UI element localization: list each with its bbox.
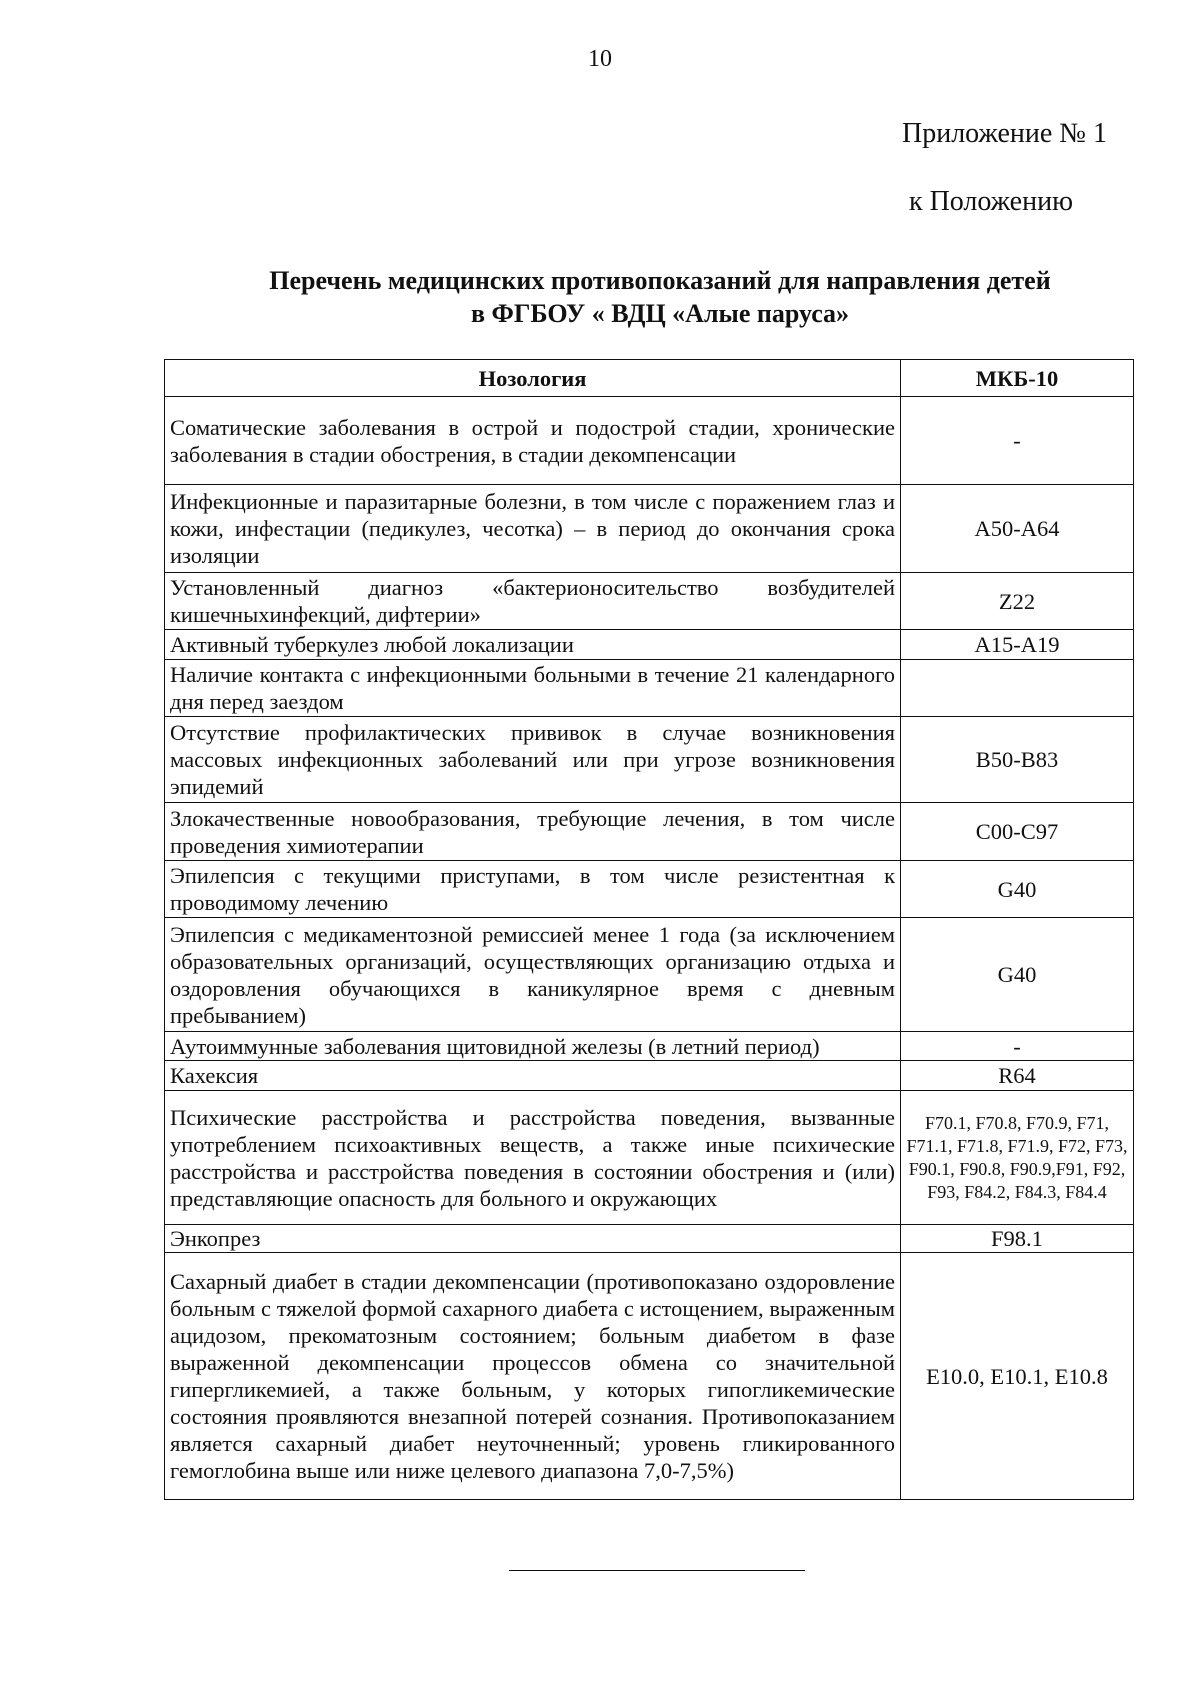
- header-nozology: Нозология: [165, 360, 901, 397]
- table-row: [165, 573, 1134, 630]
- table-row: [165, 1225, 1134, 1253]
- icd10-cell: [901, 660, 1134, 717]
- table-row: [165, 861, 1134, 918]
- icd10-cell: G40: [901, 861, 1134, 918]
- page-number: 10: [588, 46, 612, 72]
- icd10-cell: F70.1, F70.8, F70.9, F71, F71.1, F71.8, F71.9, F72, F73, F90.1, F90.8, F90.9,F91, F92, F93, F84.2, F84.3, F84.4: [901, 1091, 1134, 1225]
- nozology-cell: Эпилепсия с текущими приступами, в том числе резистентная к проводимому лечению: [165, 861, 901, 918]
- table-row: [165, 630, 1134, 660]
- nozology-cell: Активный туберкулез любой локализации: [165, 630, 901, 660]
- icd10-cell: F98.1: [901, 1225, 1134, 1253]
- table-row: [165, 660, 1134, 717]
- table-row: [165, 918, 1134, 1032]
- table-row: [165, 1091, 1134, 1225]
- contraindications-table: [164, 359, 1134, 1500]
- appendix-reference: к Положению: [908, 186, 1073, 217]
- nozology-cell: Сахарный диабет в стадии декомпенсации (противопоказано оздоровление больным с тяжелой формой сахарного диабета с истощением, выраженным ацидозом, прекоматозным состоянием; больным диабетом в фазе выраженной декомпенсации процессов обмена со значительной гипергликемией, а также больным, у которых гипогликемические состояния проявляются внезапной потерей сознания. Противопоказанием является сахарный диабет неуточненный; уровень гликированного гемоглобина выше или ниже целевого диапазона 7,0-7,5%): [165, 1253, 901, 1500]
- icd10-cell: -: [901, 397, 1134, 485]
- icd10-cell: R64: [901, 1061, 1134, 1091]
- document-title: [200, 264, 1120, 330]
- table-row: [165, 397, 1134, 485]
- icd10-cell: С00-С97: [901, 803, 1134, 861]
- nozology-cell: Соматические заболевания в острой и подострой стадии, хронические заболевания в стадии обострения, в стадии декомпенсации: [165, 397, 901, 485]
- header-icd10: МКБ-10: [901, 360, 1134, 397]
- nozology-cell: Инфекционные и паразитарные болезни, в том числе с поражением глаз и кожи, инфестации (педикулез, чесотка) – в период до окончания срока изоляции: [165, 485, 901, 573]
- icd10-cell: -: [901, 1032, 1134, 1061]
- document-title-line-1: Перечень медицинских противопоказаний для направления детей: [269, 266, 1051, 295]
- nozology-cell: Отсутствие профилактических прививок в случае возникновения массовых инфекционных заболеваний или при угрозе возникновения эпидемий: [165, 717, 901, 803]
- nozology-cell: Установленный диагноз «бактерионосительство возбудителей кишечныхинфекций, дифтерии»: [165, 573, 901, 630]
- icd10-cell: А15-А19: [901, 630, 1134, 660]
- table-header-row: [165, 360, 1134, 397]
- nozology-cell: Эпилепсия с медикаментозной ремиссией менее 1 года (за исключением образовательных организаций, осуществляющих организацию отдыха и оздоровления обучающихся в каникулярное время с дневным пребыванием): [165, 918, 901, 1032]
- table-row: [165, 485, 1134, 573]
- table-row: [165, 717, 1134, 803]
- icd10-cell: E10.0, E10.1, E10.8: [901, 1253, 1134, 1500]
- nozology-cell: Наличие контакта с инфекционными больными в течение 21 календарного дня перед заездом: [165, 660, 901, 717]
- document-title-line-2: в ФГБОУ « ВДЦ «Алые паруса»: [470, 299, 850, 328]
- table-row: [165, 1032, 1134, 1061]
- icd10-cell: В50-В83: [901, 717, 1134, 803]
- icd10-cell: А50-А64: [901, 485, 1134, 573]
- table-row: [165, 1253, 1134, 1500]
- icd10-cell: G40: [901, 918, 1134, 1032]
- table-row: [165, 803, 1134, 861]
- icd10-cell: Z22: [901, 573, 1134, 630]
- nozology-cell: Аутоиммунные заболевания щитовидной железы (в летний период): [165, 1032, 901, 1061]
- nozology-cell: Энкопрез: [165, 1225, 901, 1253]
- appendix-label: Приложение № 1: [902, 118, 1107, 149]
- table-row: [165, 1061, 1134, 1091]
- nozology-cell: Злокачественные новообразования, требующие лечения, в том числе проведения химиотерапии: [165, 803, 901, 861]
- footer-divider: [509, 1570, 805, 1571]
- nozology-cell: Психические расстройства и расстройства поведения, вызванные употреблением психоактивных веществ, а также иные психические расстройства и расстройства поведения в состоянии обострения и (или) представляющие опасность для больного и окружающих: [165, 1091, 901, 1225]
- nozology-cell: Кахексия: [165, 1061, 901, 1091]
